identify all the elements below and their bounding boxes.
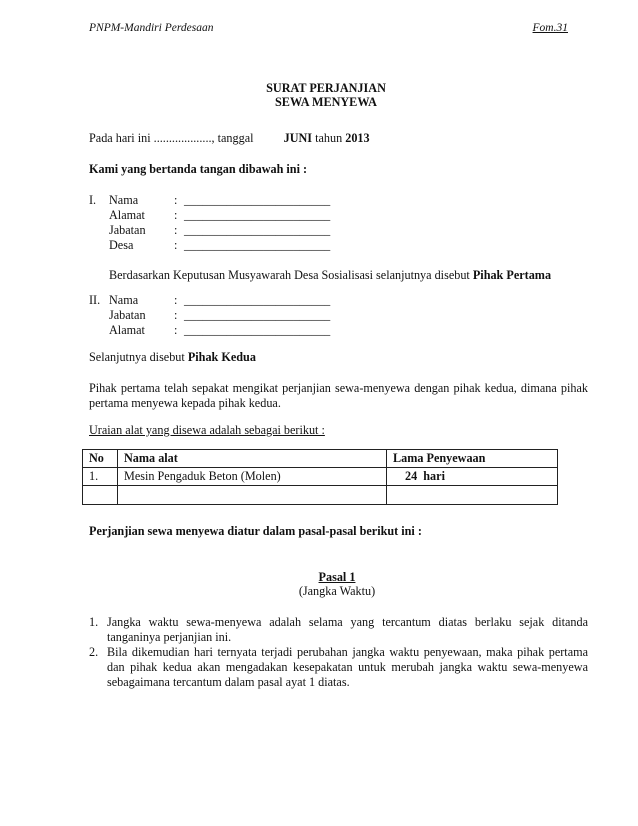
agreement-paragraph: Pihak pertama telah sepakat mengikat perjanjian sewa-menyewa dengan pihak kedua, dimana pihak pertama menyewa kepada pihak kedua. [89,381,588,410]
field-label: Jabatan [109,223,146,237]
field-colon: : [174,293,178,307]
table-cell-item [118,486,387,505]
header-form-code: Fom.31 [532,22,568,34]
table-row [83,468,558,486]
list-item [89,615,588,645]
list-item-number: 2. [89,645,99,659]
list-item [89,645,588,690]
party2-field-alamat [89,323,589,338]
field-label: Jabatan [109,308,146,322]
field-blank: ________________________ [184,293,331,307]
field-colon: : [174,308,178,322]
field-blank: ________________________ [184,308,331,322]
page-header [89,21,568,37]
header-org: PNPM-Mandiri Perdesaan [89,22,214,34]
field-label: Desa [109,238,134,252]
party1-desc-text: Berdasarkan Keputusan Musyawarah Desa Sosialisasi selanjutnya disebut [109,268,470,282]
table-cell-duration: 24 hari [387,468,558,486]
list-item-text: Jangka waktu sewa-menyewa adalah selama yang tercantum diatas berlaku sejak ditanda tanganinya perjanjian ini. [107,615,588,644]
list-item-text: Bila dikemudian hari ternyata terjadi perubahan jangka waktu penyewaan, maka pihak pertama dan pihak kedua akan mengadakan kesepakatan untuk merubah jangka waktu sewa-menyewa sebagaimana tercantum dalam pasal ayat 1 diatas. [107,645,588,689]
field-label: Alamat [109,323,145,337]
items-heading: Uraian alat yang disewa adalah sebagai berikut : [89,423,325,437]
party1-description [109,268,589,283]
field-blank: ________________________ [184,323,331,337]
party1-field-nama [89,193,589,208]
party1-field-jabatan [89,223,589,238]
table-cell-no [83,486,118,505]
field-blank: ________________________ [184,193,331,207]
pasal1-title: Pasal 1 [318,570,356,584]
field-colon: : [174,323,178,337]
party2-description [89,350,256,365]
field-label: Alamat [109,208,145,222]
table-header-duration: Lama Penyewaan [387,450,558,468]
field-label: Nama [109,193,139,207]
party2-number: II. [89,293,101,307]
party2-field-nama [89,293,589,308]
field-blank: ________________________ [184,238,331,252]
table-row [83,486,558,505]
field-colon: : [174,238,178,252]
field-colon: : [174,208,178,222]
document-title-line1: SURAT PERJANJIAN [266,81,386,95]
table-header-item: Nama alat [118,450,387,468]
articles-intro: Perjanjian sewa menyewa diatur dalam pasal-pasal berikut ini : [89,524,422,538]
party2-role: Pihak Kedua [187,350,256,364]
table-cell-duration [387,486,558,505]
field-blank: ________________________ [184,208,331,222]
rental-items-table [82,449,558,505]
table-cell-item: Mesin Pengaduk Beton (Molen) [118,468,387,486]
list-item-number: 1. [89,615,99,629]
date-year: 2013 [345,131,370,145]
field-colon: : [174,193,178,207]
intro-text: Kami yang bertanda tangan dibawah ini : [89,162,308,176]
party1-number: I. [89,193,97,207]
party2-field-jabatan [89,308,589,323]
date-month: JUNI [283,131,313,145]
table-cell-no: 1. [83,468,118,486]
field-label: Nama [109,293,139,307]
field-blank: ________________________ [184,223,331,237]
party1-field-desa [89,238,589,253]
party2-desc-text: Selanjutnya disebut [89,350,185,364]
party1-role: Pihak Pertama [472,268,552,282]
pasal1-list [89,615,588,690]
party1-field-alamat [89,208,589,223]
date-line [89,131,370,146]
table-header-row [83,450,558,468]
field-colon: : [174,223,178,237]
date-mid: tahun [315,131,343,145]
document-title-line2: SEWA MENYEWA [275,95,377,109]
pasal1-subtitle: (Jangka Waktu) [298,584,376,598]
table-header-no: No [83,450,118,468]
date-prefix: Pada hari ini ..................., tanggal [89,131,254,145]
